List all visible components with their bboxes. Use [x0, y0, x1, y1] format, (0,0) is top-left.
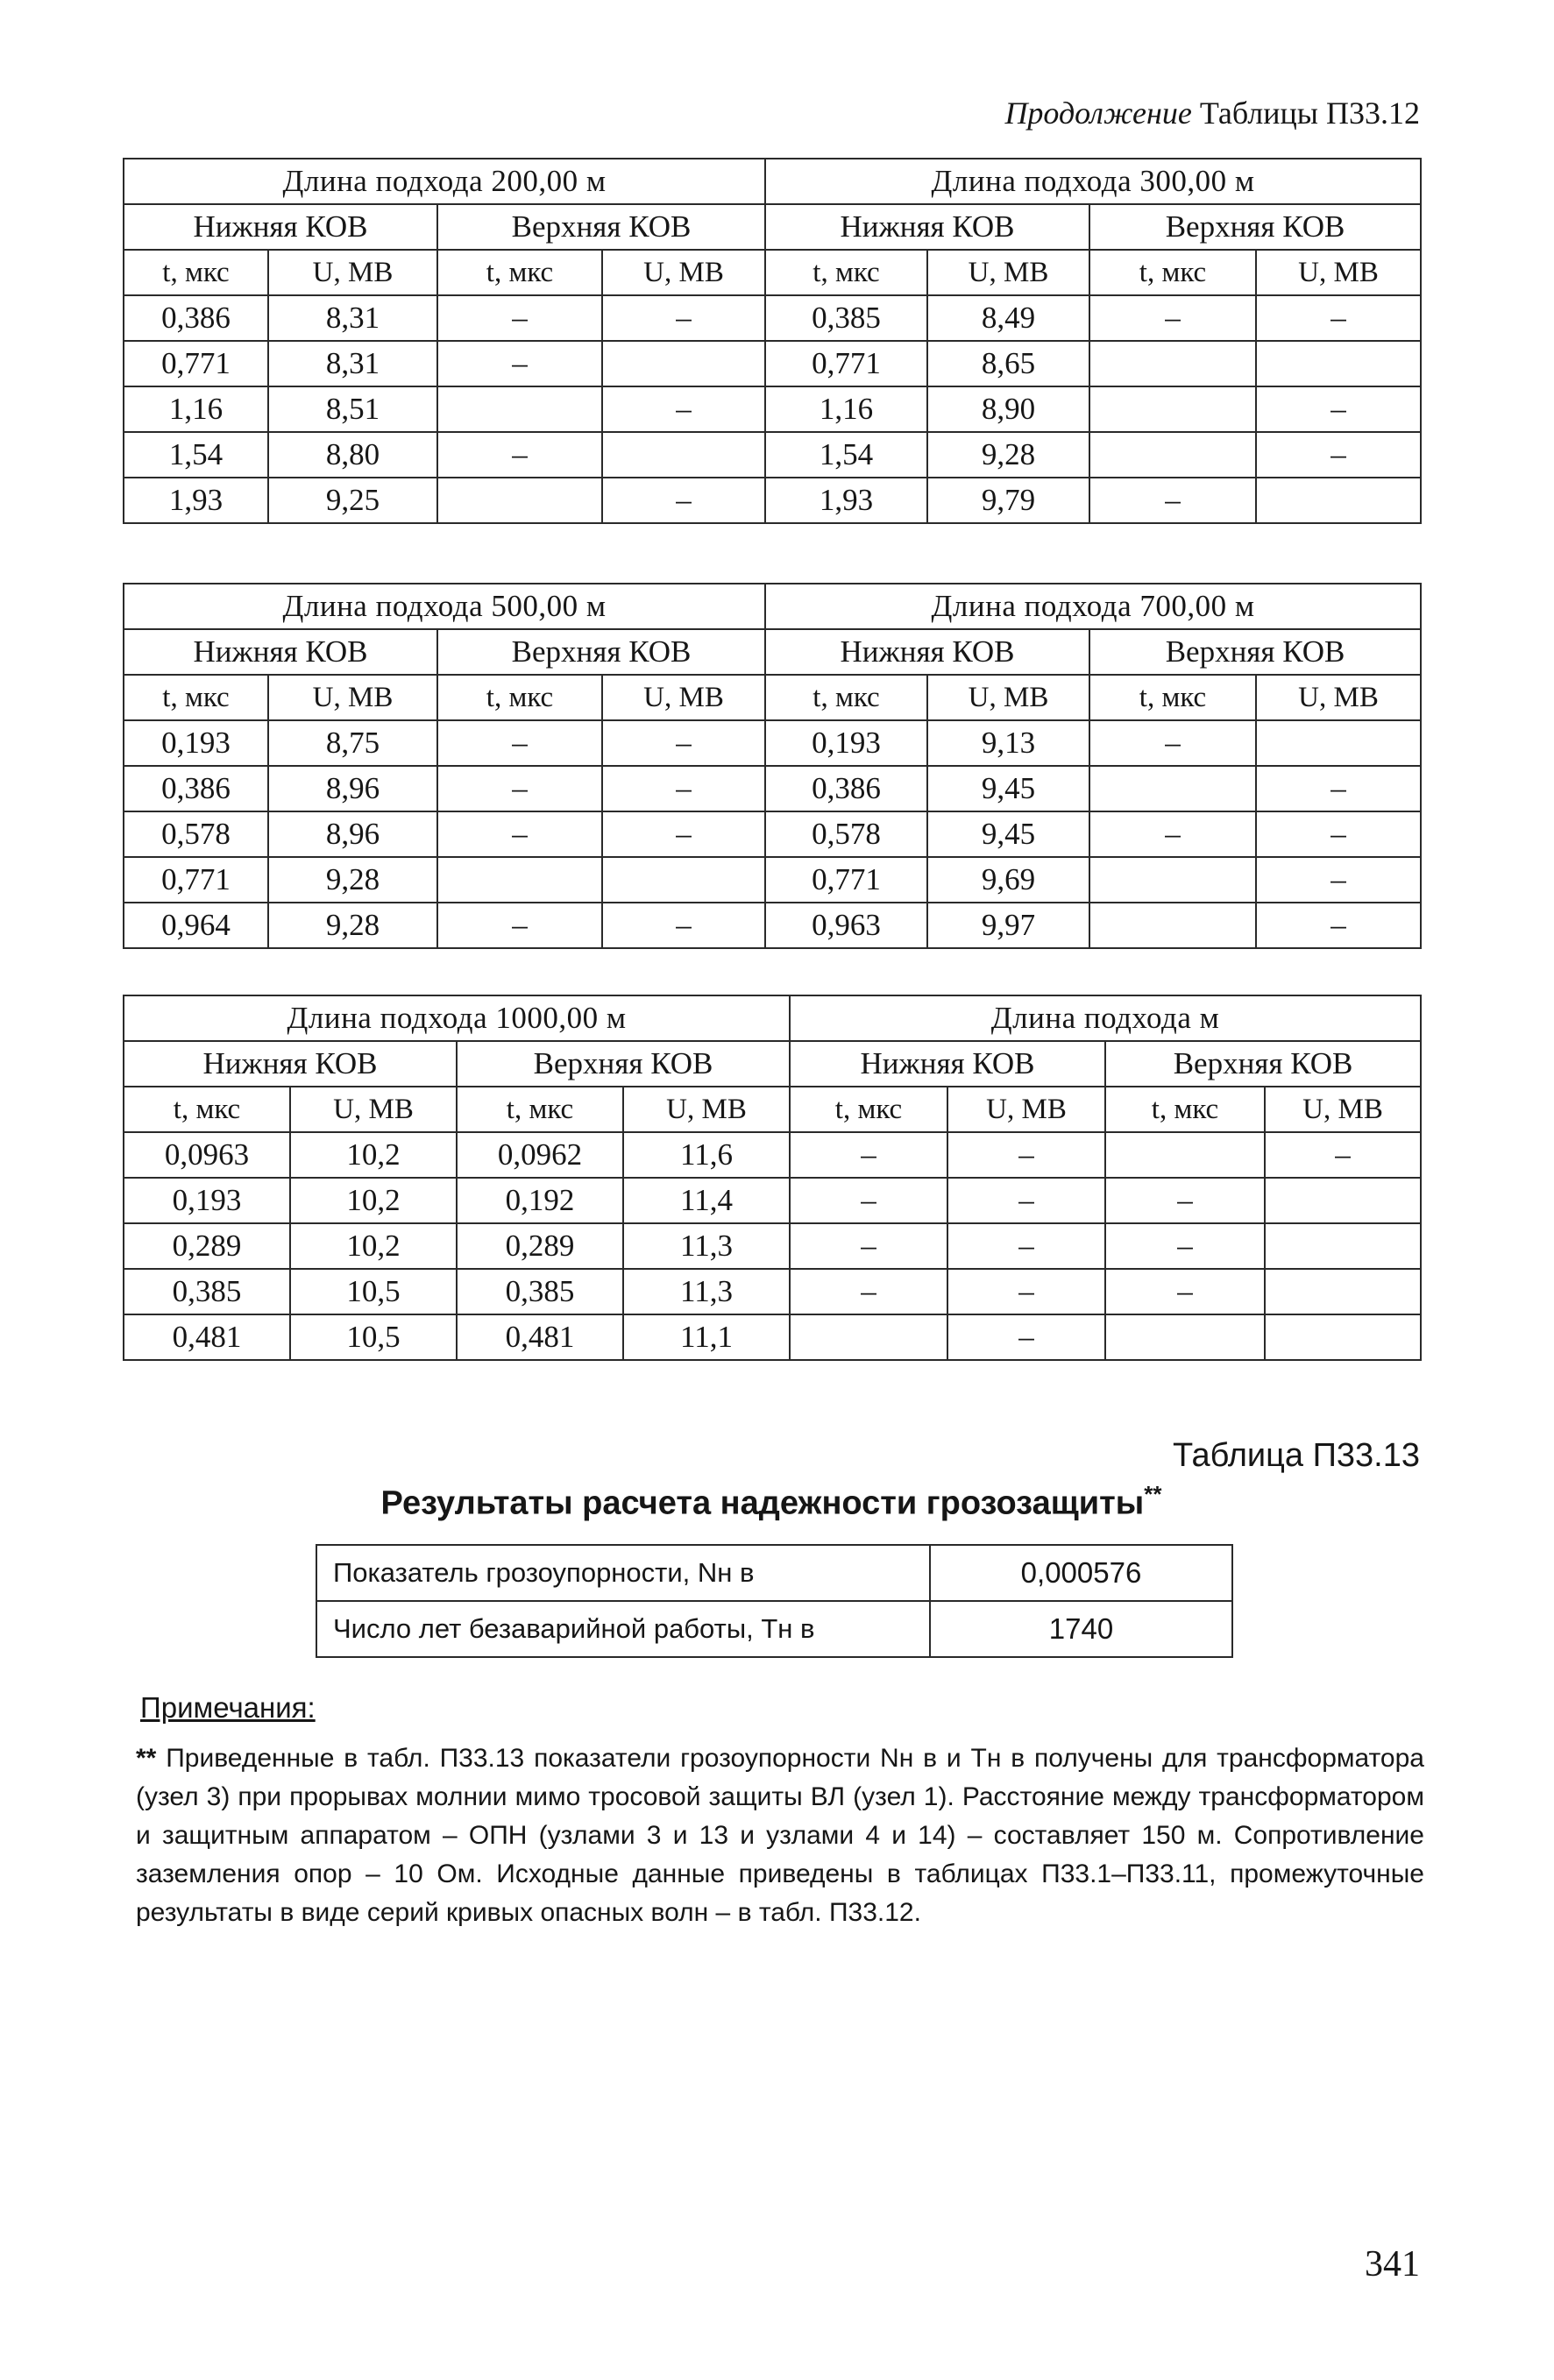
results-value: 0,000576 [930, 1545, 1232, 1601]
table-cell: 1,93 [765, 478, 927, 523]
table-cell [437, 857, 602, 903]
upper-kov-header: Верхняя КОВ [457, 1041, 790, 1087]
col-time-header: t, мкс [1105, 1087, 1265, 1132]
table-cell: 9,25 [268, 478, 437, 523]
table-cell: 9,97 [927, 903, 1089, 948]
table-cell: 0,963 [765, 903, 927, 948]
table-cell: 0,578 [124, 811, 268, 857]
table-cell: 8,80 [268, 432, 437, 478]
table-cell: – [1256, 295, 1421, 341]
col-time-header: t, мкс [790, 1087, 947, 1132]
col-voltage-header: U, МВ [268, 250, 437, 295]
data-table-1 [123, 158, 1422, 524]
table-cell: – [947, 1269, 1105, 1314]
table-cell: – [1256, 857, 1421, 903]
table-cell: 0,964 [124, 903, 268, 948]
table-cell: 0,0962 [457, 1132, 623, 1178]
table-cell: 8,65 [927, 341, 1089, 386]
table-cell: 9,79 [927, 478, 1089, 523]
upper-kov-header: Верхняя КОВ [1105, 1041, 1421, 1087]
col-voltage-header: U, МВ [927, 675, 1089, 720]
table-cell: 0,771 [765, 857, 927, 903]
col-voltage-header: U, МВ [602, 675, 765, 720]
table-cell [1089, 857, 1256, 903]
table-cell: – [1256, 766, 1421, 811]
footnote-mark: ** [136, 1744, 157, 1773]
table-cell: 11,3 [623, 1269, 790, 1314]
table-row [124, 1269, 1421, 1314]
table-cell: – [1089, 720, 1256, 766]
table-title-left: Длина подхода 200,00 м [124, 159, 765, 204]
table-cell: – [437, 432, 602, 478]
table-cell: 11,3 [623, 1223, 790, 1269]
table-cell: 10,5 [290, 1269, 457, 1314]
data-table-2 [123, 583, 1422, 949]
col-voltage-header: U, МВ [927, 250, 1089, 295]
table-row [124, 386, 1421, 432]
table-cell [1089, 341, 1256, 386]
table-cell [1265, 1269, 1421, 1314]
table-cell [602, 857, 765, 903]
table-cell: 10,2 [290, 1132, 457, 1178]
table-cell: 0,193 [124, 1178, 290, 1223]
table-cell [1265, 1178, 1421, 1223]
table-cell: – [1089, 811, 1256, 857]
table-cell: 11,1 [623, 1314, 790, 1360]
table-cell [1105, 1314, 1265, 1360]
table-cell [1265, 1314, 1421, 1360]
col-time-header: t, мкс [437, 250, 602, 295]
table-cell: – [602, 478, 765, 523]
table-cell: 0,481 [457, 1314, 623, 1360]
table-cell: – [437, 341, 602, 386]
table-cell: 0,578 [765, 811, 927, 857]
table-cell: – [602, 903, 765, 948]
table-cell: 0,386 [124, 766, 268, 811]
table-cell: 0,771 [124, 857, 268, 903]
table-cell: – [790, 1178, 947, 1223]
table-row [124, 1178, 1421, 1223]
col-time-header: t, мкс [124, 250, 268, 295]
table-cell: 1,16 [124, 386, 268, 432]
lower-kov-header: Нижняя КОВ [765, 204, 1089, 250]
table-cell: – [1256, 903, 1421, 948]
table-cell: – [947, 1132, 1105, 1178]
table-title-right: Длина подхода 700,00 м [765, 584, 1421, 629]
table-row [316, 1601, 1232, 1657]
table-row [124, 811, 1421, 857]
col-voltage-header: U, МВ [1265, 1087, 1421, 1132]
table-row [124, 857, 1421, 903]
table-cell: 0,0963 [124, 1132, 290, 1178]
table-cell: 0,386 [124, 295, 268, 341]
table-cell: – [602, 766, 765, 811]
table-cell: 9,13 [927, 720, 1089, 766]
table-cell: 8,75 [268, 720, 437, 766]
results-title-text: Результаты расчета надежности грозозащиты [380, 1484, 1145, 1522]
table-cell [1105, 1132, 1265, 1178]
table-cell: – [437, 811, 602, 857]
table-cell: – [790, 1223, 947, 1269]
table-cell: 0,386 [765, 766, 927, 811]
lower-kov-header: Нижняя КОВ [124, 204, 437, 250]
table-cell: – [437, 766, 602, 811]
table-cell: 9,28 [268, 857, 437, 903]
table-cell: – [1256, 432, 1421, 478]
table-cell: 1,54 [765, 432, 927, 478]
col-time-header: t, мкс [457, 1087, 623, 1132]
table-cell: – [1105, 1223, 1265, 1269]
table-cell: 0,771 [124, 341, 268, 386]
col-voltage-header: U, МВ [268, 675, 437, 720]
table-row [124, 341, 1421, 386]
col-voltage-header: U, МВ [623, 1087, 790, 1132]
col-time-header: t, мкс [1089, 675, 1256, 720]
table-row [124, 295, 1421, 341]
results-label: Показатель грозоупорности, Nн в [316, 1545, 930, 1601]
col-voltage-header: U, МВ [1256, 675, 1421, 720]
results-label: Число лет безаварийной работы, Tн в [316, 1601, 930, 1657]
note-text: Приведенные в табл. П33.13 показатели грозоупорности Nн в и Tн в получены для трансформатора (узел 3) при прорывах молнии мимо тросовой защиты ВЛ (узел 1). Расстояние между трансформатором и защитным аппаратом – ОПН (узлами 3 и 13 и узлами 4 и 14) – составляет 150 м. Сопротивление заземления опор – 10 Ом. Исходные данные приведены в таблицах П33.1–П33.11, промежуточные результаты в виде серий кривых опасных волн – в табл. П33.12. [136, 1744, 1424, 1927]
col-time-header: t, мкс [437, 675, 602, 720]
table-cell: 8,49 [927, 295, 1089, 341]
table-cell: 0,385 [457, 1269, 623, 1314]
table-cell: 10,2 [290, 1223, 457, 1269]
col-time-header: t, мкс [765, 675, 927, 720]
table-row [124, 720, 1421, 766]
table-cell [602, 432, 765, 478]
upper-kov-header: Верхняя КОВ [1089, 204, 1421, 250]
table-row [124, 766, 1421, 811]
table-cell: 8,31 [268, 295, 437, 341]
table-cell [1089, 432, 1256, 478]
table-cell: 8,31 [268, 341, 437, 386]
results-table [316, 1544, 1233, 1658]
table-row [124, 432, 1421, 478]
results-value: 1740 [930, 1601, 1232, 1657]
table-cell: – [602, 295, 765, 341]
table-cell: 9,69 [927, 857, 1089, 903]
table-cell: 0,481 [124, 1314, 290, 1360]
table-title-right: Длина подхода м [790, 995, 1421, 1041]
table-cell: – [602, 811, 765, 857]
table-cell [1256, 720, 1421, 766]
col-time-header: t, мкс [765, 250, 927, 295]
table-cell [790, 1314, 947, 1360]
table-cell: 0,193 [765, 720, 927, 766]
table-cell: – [1089, 295, 1256, 341]
table-cell: 11,6 [623, 1132, 790, 1178]
table-cell: – [437, 295, 602, 341]
upper-kov-header: Верхняя КОВ [1089, 629, 1421, 675]
col-voltage-header: U, МВ [602, 250, 765, 295]
table-cell [1265, 1223, 1421, 1269]
table-cell: – [790, 1269, 947, 1314]
table-cell [1256, 478, 1421, 523]
table-row [124, 1314, 1421, 1360]
table-cell: – [1105, 1178, 1265, 1223]
table-cell: 0,771 [765, 341, 927, 386]
table-cell: 0,289 [457, 1223, 623, 1269]
table-cell: – [602, 386, 765, 432]
lower-kov-header: Нижняя КОВ [765, 629, 1089, 675]
table-title-right: Длина подхода 300,00 м [765, 159, 1421, 204]
page-number: 341 [1365, 2244, 1420, 2284]
table-cell: – [1256, 386, 1421, 432]
col-time-header: t, мкс [124, 1087, 290, 1132]
table-13-label: Таблица П33.13 [1173, 1437, 1420, 1474]
table-cell [437, 386, 602, 432]
note-paragraph [136, 1739, 1424, 1932]
notes-heading: Примечания: [140, 1691, 316, 1724]
table-row [124, 1132, 1421, 1178]
table-cell: – [1256, 811, 1421, 857]
table-cell: – [1089, 478, 1256, 523]
table-cell: 11,4 [623, 1178, 790, 1223]
table-cell: – [602, 720, 765, 766]
upper-kov-header: Верхняя КОВ [437, 204, 765, 250]
results-title [351, 1481, 1192, 1523]
table-cell: – [947, 1223, 1105, 1269]
table-cell: 1,93 [124, 478, 268, 523]
table-cell: 10,2 [290, 1178, 457, 1223]
footnote-mark: ** [1144, 1481, 1162, 1507]
col-time-header: t, мкс [124, 675, 268, 720]
table-cell [1089, 386, 1256, 432]
table-cell: 9,45 [927, 766, 1089, 811]
table-cell [437, 478, 602, 523]
table-row [124, 478, 1421, 523]
col-time-header: t, мкс [1089, 250, 1256, 295]
table-cell: – [947, 1314, 1105, 1360]
table-row [124, 1223, 1421, 1269]
table-row [316, 1545, 1232, 1601]
table-cell [602, 341, 765, 386]
table-cell: 1,16 [765, 386, 927, 432]
table-cell: 8,90 [927, 386, 1089, 432]
table-cell [1089, 766, 1256, 811]
table-cell [1256, 341, 1421, 386]
table-cell: 0,192 [457, 1178, 623, 1223]
table-cell: 9,28 [268, 903, 437, 948]
table-cell: 0,385 [765, 295, 927, 341]
col-voltage-header: U, МВ [947, 1087, 1105, 1132]
table-cell: – [437, 903, 602, 948]
data-table-3 [123, 995, 1422, 1361]
table-cell: 10,5 [290, 1314, 457, 1360]
table-cell [1089, 903, 1256, 948]
lower-kov-header: Нижняя КОВ [124, 629, 437, 675]
col-voltage-header: U, МВ [1256, 250, 1421, 295]
table-cell: – [947, 1178, 1105, 1223]
table-cell: – [1105, 1269, 1265, 1314]
table-cell: 0,385 [124, 1269, 290, 1314]
continuation-header [876, 95, 1420, 131]
table-cell: 0,193 [124, 720, 268, 766]
table-cell: – [437, 720, 602, 766]
table-cell: 1,54 [124, 432, 268, 478]
table-cell: – [790, 1132, 947, 1178]
table-cell: 8,96 [268, 811, 437, 857]
upper-kov-header: Верхняя КОВ [437, 629, 765, 675]
col-voltage-header: U, МВ [290, 1087, 457, 1132]
table-cell: – [1265, 1132, 1421, 1178]
lower-kov-header: Нижняя КОВ [124, 1041, 457, 1087]
continuation-italic: Продолжение [1004, 96, 1192, 131]
table-cell: 9,28 [927, 432, 1089, 478]
table-cell: 0,289 [124, 1223, 290, 1269]
table-title-left: Длина подхода 500,00 м [124, 584, 765, 629]
lower-kov-header: Нижняя КОВ [790, 1041, 1105, 1087]
table-title-left: Длина подхода 1000,00 м [124, 995, 790, 1041]
table-cell: 9,45 [927, 811, 1089, 857]
table-cell: 8,96 [268, 766, 437, 811]
table-cell: 8,51 [268, 386, 437, 432]
continuation-rest: Таблицы П33.12 [1191, 96, 1420, 131]
table-row [124, 903, 1421, 948]
